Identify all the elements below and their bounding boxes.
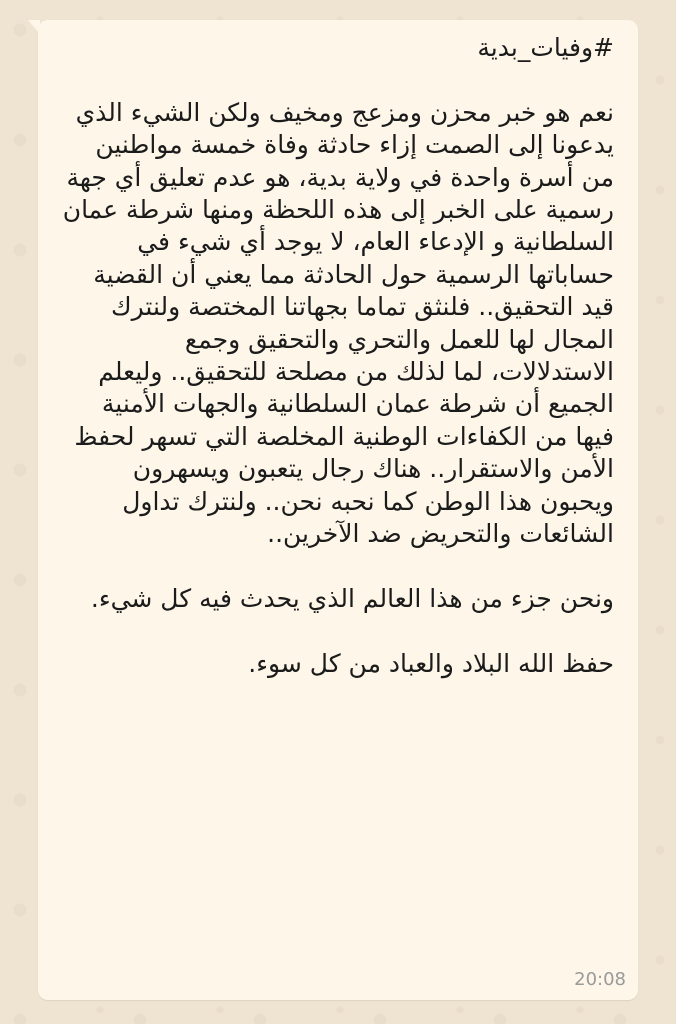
message-bubble[interactable] — [38, 20, 638, 1000]
message-timestamp: 20:08 — [574, 969, 626, 990]
message-text: #وفيات_بدية نعم هو خبر محزن ومزعج ومخيف ولكن الشيء الذي يدعونا إلى الصمت إزاء حادثة وفاة خمسة مواطنين من أسرة واحدة في ولاية بدية، هو عدم تعليق أي جهة رسمية على الخبر إلى هذه اللحظة ومنها شرطة عمان السلطانية و الإدعاء العام، لا يوجد أي شيء في حساباتها الرسمية حول الحادثة مما يعني أن القضية قيد التحقيق.. فلنثق تماما بجهاتنا المختصة ولنترك المجال لها للعمل والتحري والتحقيق وجمع الاستدلالات، لما لذلك من مصلحة للتحقيق.. وليعلم الجميع أن شرطة عمان السلطانية والجهات الأمنية فيها من الكفاءات الوطنية المخلصة التي تسهر لحفظ الأمن والاستقرار.. هناك رجال يتعبون ويسهرون ويحبون هذا الوطن كما نحبه نحن.. ولنترك تداول الشائعات والتحريض ضد الآخرين.. ونحن جزء من هذا العالم الذي يحدث فيه كل شيء. حفظ الله البلاد والعباد من كل سوء. — [62, 33, 614, 678]
